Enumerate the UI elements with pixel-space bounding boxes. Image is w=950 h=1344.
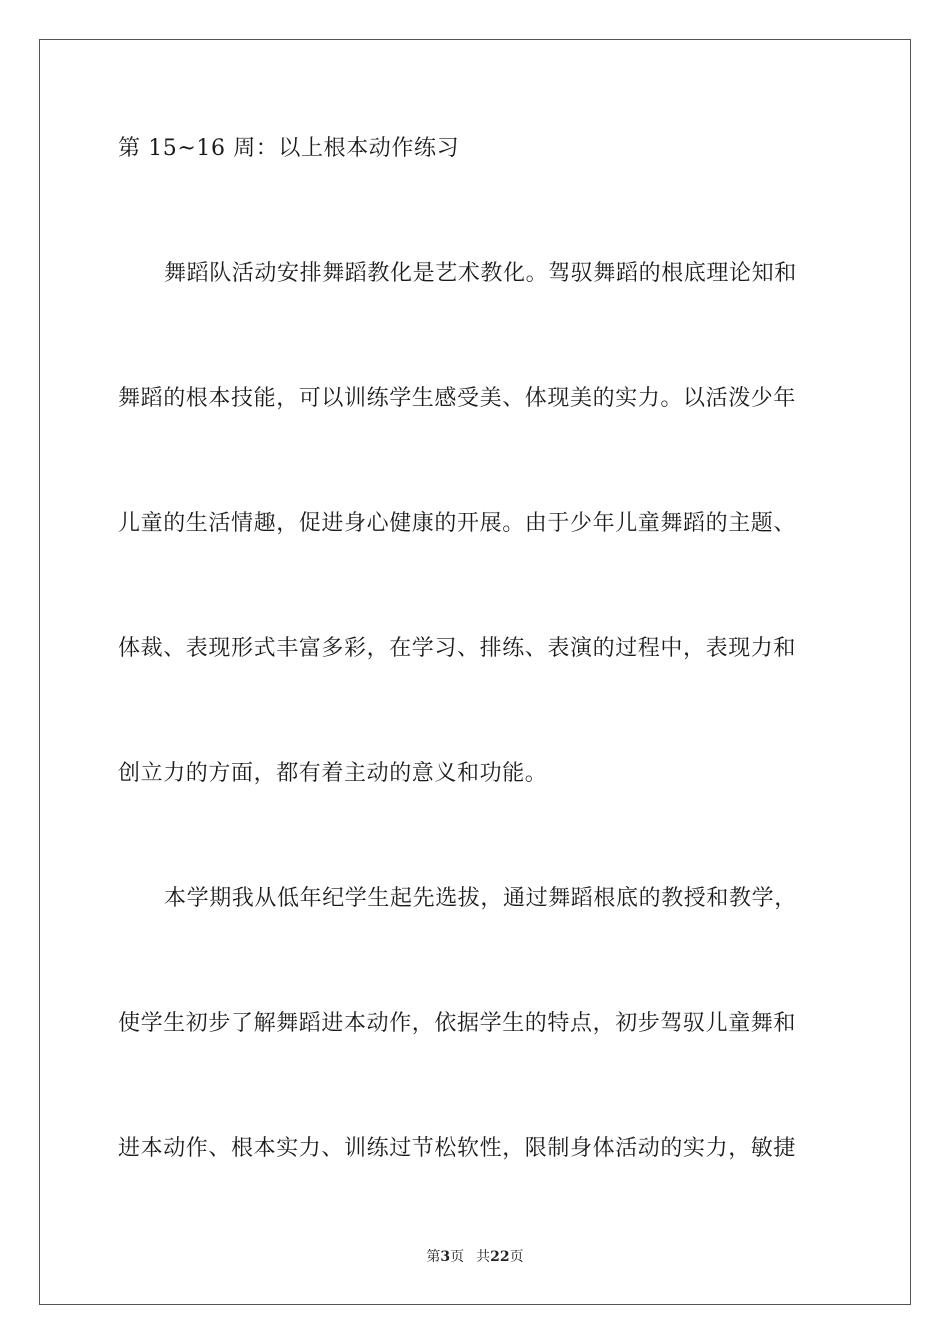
page-prefix: 第 bbox=[426, 1249, 441, 1265]
text-line: 进本动作、根本实力、训练过节松软性，限制身体活动的实力，敏捷 bbox=[118, 1136, 797, 1161]
text-line-paragraph-2-start: 本学期我从低年纪学生起先选拔，通过舞蹈根底的教授和教学， bbox=[164, 886, 797, 911]
page-suffix: 页 bbox=[450, 1249, 465, 1265]
page-number: 3 bbox=[440, 1249, 451, 1265]
total-pages: 22 bbox=[490, 1249, 510, 1265]
text-line: 舞蹈的根本技能，可以训练学生感受美、体现美的实力。以活泼少年 bbox=[118, 386, 797, 411]
total-prefix: 共 bbox=[476, 1249, 491, 1265]
text-line: 儿童的生活情趣，促进身心健康的开展。由于少年儿童舞蹈的主题、 bbox=[118, 511, 797, 536]
text-line-paragraph-1-start: 舞蹈队活动安排舞蹈教化是艺术教化。驾驭舞蹈的根底理论知和 bbox=[164, 261, 797, 286]
page-footer bbox=[0, 1248, 950, 1266]
text-line: 使学生初步了解舞蹈进本动作，依据学生的特点，初步驾驭儿童舞和 bbox=[118, 1011, 797, 1036]
text-line: 创立力的方面，都有着主动的意义和功能。 bbox=[118, 761, 548, 786]
total-suffix: 页 bbox=[509, 1249, 524, 1265]
text-line-week-heading: 第 15~16 周：以上根本动作练习 bbox=[118, 136, 460, 161]
page-border bbox=[39, 39, 911, 1305]
text-line: 体裁、表现形式丰富多彩，在学习、排练、表演的过程中，表现力和 bbox=[118, 636, 797, 661]
